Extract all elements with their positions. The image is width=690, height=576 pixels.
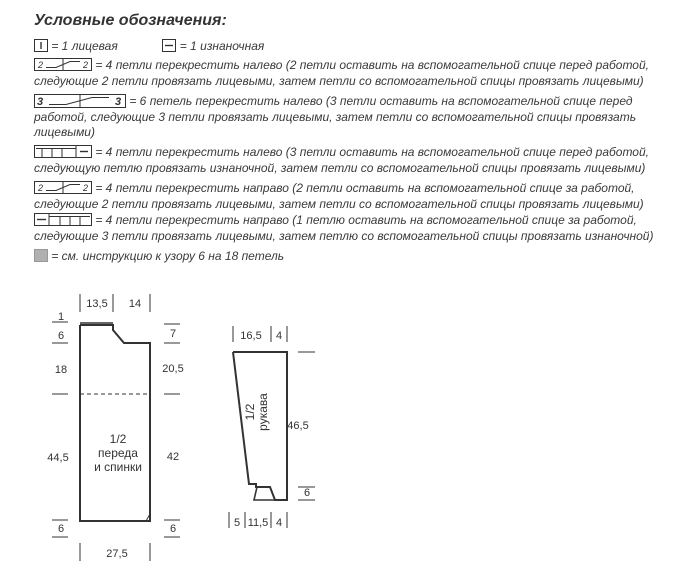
body-label-line1: 1/2 bbox=[109, 432, 127, 446]
body-dim-right-6: 6 bbox=[169, 523, 177, 535]
sleeve-dim-right-46-5: 46,5 bbox=[287, 420, 309, 432]
sleeve-dim-bottom-5: 5 bbox=[233, 517, 241, 529]
cable-left-4-text-2: следующие 2 петли провязать лицевыми, затем петли со вспомогательной спицы провязать лицевыми) bbox=[34, 74, 644, 88]
body-dim-left-6-top: 6 bbox=[57, 330, 65, 342]
body-dim-right-7: 7 bbox=[169, 328, 177, 340]
cable-left-6-text-1: = 6 петель перекрестить налево (3 петли оставить на вспомогательной спице перед bbox=[129, 94, 633, 108]
body-dim-left-18: 18 bbox=[54, 364, 68, 376]
sleeve-dim-bottom-4: 4 bbox=[275, 517, 283, 529]
digit-two: 2 bbox=[83, 60, 89, 71]
body-dim-top-14: 14 bbox=[128, 298, 142, 310]
knit-label: = 1 лицевая bbox=[51, 39, 118, 53]
body-dim-left-6-bottom: 6 bbox=[57, 523, 65, 535]
cable-left-purl-text-1: = 4 петли перекрестить налево (3 петли оставить на вспомогательной спице перед работой, bbox=[95, 145, 649, 159]
body-left-dimension-line bbox=[52, 322, 68, 537]
purl-label: = 1 изнаночная bbox=[179, 39, 265, 53]
sleeve-dim-top-16-5: 16,5 bbox=[240, 330, 262, 342]
body-dim-bottom-27-5: 27,5 bbox=[106, 548, 128, 560]
sleeve-label-line1: 1/2 bbox=[243, 403, 257, 421]
digit-two: 2 bbox=[38, 60, 44, 71]
body-dim-left-1: 1 bbox=[57, 311, 65, 323]
body-dim-right-20-5: 20,5 bbox=[162, 363, 184, 375]
cable-left-purl-text-2: следующую петлю провязать изнаночной, затем петли со вспомогательной спицы провязать лицевыми) bbox=[34, 161, 646, 175]
digit-two: 2 bbox=[83, 183, 89, 194]
cable-right-4-text-2: следующие 2 петли провязать лицевыми, затем петли со вспомогательной спицы провязать лицевыми) bbox=[34, 197, 644, 211]
body-dim-top-13-5: 13,5 bbox=[86, 298, 108, 310]
digit-two: 2 bbox=[38, 183, 44, 194]
body-label-line2: переда bbox=[98, 446, 138, 460]
pattern-note-text: = см. инструкцию к узору 6 на 18 петель bbox=[51, 249, 285, 263]
cable-left-6-text-2: работой, следующие 3 петли провязать лицевыми, затем петли со вспомогательной спицы провязать bbox=[34, 110, 637, 124]
cable-left-6-text-3: лицевыми) bbox=[34, 125, 95, 139]
cable-right-purl-text-1: = 4 петли перекрестить направо (1 петлю оставить на вспомогательной спице за работой, bbox=[95, 213, 637, 227]
body-label-line3: и спинки bbox=[94, 460, 142, 474]
sleeve-dim-right-6: 6 bbox=[303, 487, 311, 499]
sleeve-dim-top-4: 4 bbox=[275, 330, 283, 342]
body-dim-right-42: 42 bbox=[166, 451, 180, 463]
cable-right-purl-text-2: следующие 3 петли провязать лицевыми, затем петлю со вспомогательной спицы провязать изнаночной) bbox=[34, 229, 654, 243]
cable-right-4-text-1: = 4 петли перекрестить направо (2 петли оставить на вспомогательной спице за работой, bbox=[95, 181, 635, 195]
body-right-dimension-line bbox=[164, 324, 180, 537]
digit-three: 3 bbox=[115, 95, 122, 108]
sleeve-label-line2: рукава bbox=[256, 393, 270, 431]
cable-left-4-text-1: = 4 петли перекрестить налево (2 петли оставить на вспомогательной спице перед работой, bbox=[95, 58, 649, 72]
digit-three: 3 bbox=[37, 95, 44, 108]
body-piece-outline bbox=[80, 323, 150, 521]
body-dim-left-44-5: 44,5 bbox=[47, 452, 69, 464]
sleeve-dim-bottom-11-5: 11,5 bbox=[247, 517, 269, 529]
legend-title: Условные обозначения: bbox=[34, 12, 227, 29]
